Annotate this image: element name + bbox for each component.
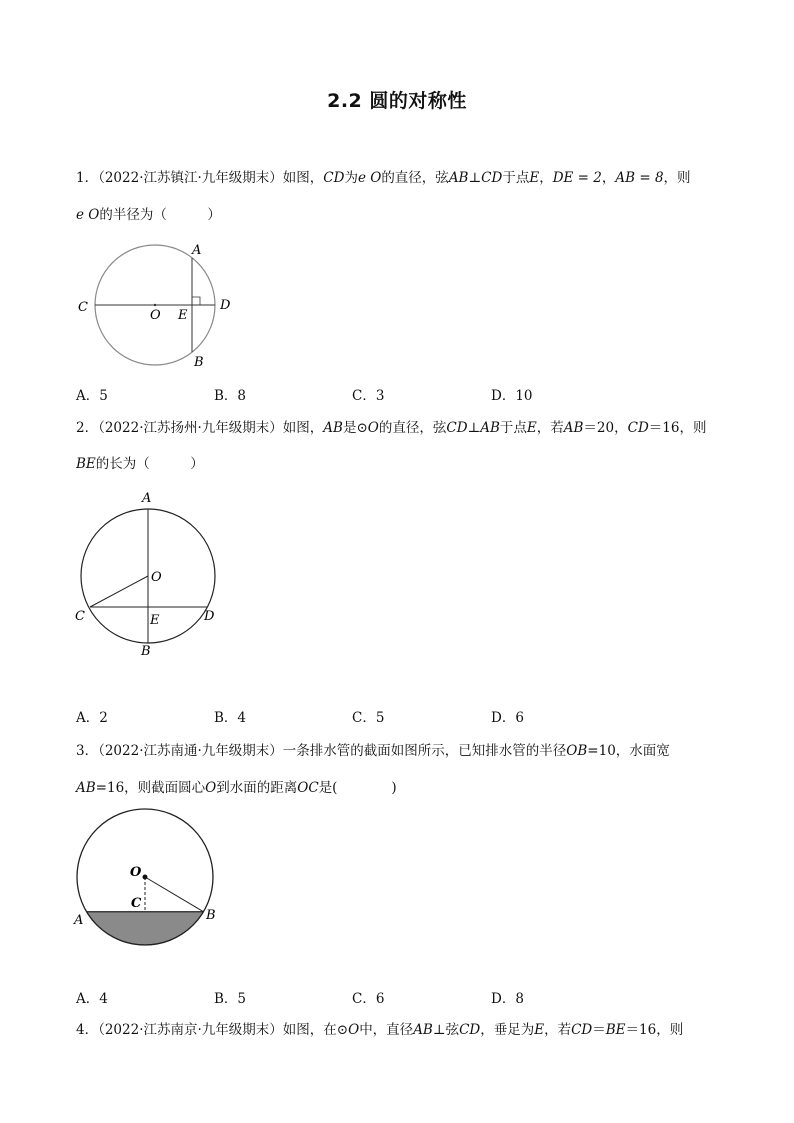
q2-text: ，若: [536, 420, 564, 436]
q3-figure: [70, 808, 230, 948]
q3-radius-ob: [145, 877, 203, 912]
q1-text: 于点: [502, 170, 530, 186]
q4-text: 弦: [445, 1022, 460, 1038]
q2-label-o: O: [151, 570, 162, 585]
q3-text: 一条排水管的截面如图所示，已知排水管的半径: [282, 743, 567, 759]
q2-label-a: A: [142, 491, 152, 506]
q2-math: BE: [76, 456, 96, 472]
q1-text: ，: [539, 170, 553, 186]
q3-option-a[interactable]: A．4: [76, 991, 108, 1007]
q4-number: 4．: [76, 1022, 99, 1038]
q2-text: 是⊙: [342, 420, 368, 436]
q3-text: 到水面的距离: [216, 780, 298, 796]
q1-math: e O: [357, 170, 382, 186]
q1-math: e O: [76, 207, 100, 223]
q2-text: 的直径，弦: [378, 420, 447, 436]
q1-text: ，: [601, 170, 616, 186]
q1-label-c: C: [78, 300, 88, 315]
q2-label-c: C: [75, 609, 85, 624]
q3-text: 是( ): [318, 780, 397, 796]
q4-math: CD: [459, 1022, 481, 1038]
q1-label-a: A: [192, 243, 202, 258]
q1-text: 如图，: [282, 170, 324, 186]
q4-text: ，若: [544, 1022, 572, 1038]
q3-option-b[interactable]: B．5: [214, 991, 247, 1007]
q3-text: =10，水面宽: [587, 743, 670, 759]
q2-number: 2．: [76, 420, 99, 436]
q3-option-d[interactable]: D．8: [491, 991, 524, 1007]
q3-label-a: A: [74, 913, 84, 928]
q4-text: 中，直径: [359, 1022, 414, 1038]
q3-line2: [76, 776, 397, 796]
q2-line2: [76, 452, 204, 472]
q3-math: AB: [76, 780, 96, 796]
q2-option-d[interactable]: D．6: [491, 710, 524, 726]
q4-text: ＝: [592, 1022, 606, 1038]
q1-label-b: B: [194, 355, 204, 370]
q2-math: CD: [627, 420, 649, 436]
q4-text: ，垂足为: [480, 1022, 535, 1038]
q2-math: AB: [323, 420, 343, 436]
q3-label-b: B: [206, 908, 216, 923]
q3-number: 3．: [76, 743, 99, 759]
q4-math: O: [348, 1022, 360, 1038]
q3-math: O: [205, 780, 217, 796]
q3-water-region: [87, 912, 204, 945]
q1-label-e: E: [178, 308, 188, 323]
q1-option-b[interactable]: B．8: [214, 388, 247, 404]
q2-option-b[interactable]: B．4: [214, 710, 247, 726]
q1-line2: [76, 203, 221, 223]
q1-text: ，则: [663, 170, 691, 186]
q2-text: 如图，: [282, 420, 324, 436]
q1-math: AB = 8: [615, 170, 664, 186]
q2-option-c[interactable]: C．5: [352, 710, 385, 726]
q4-text: 如图，在⊙: [282, 1022, 349, 1038]
q2-text: 的长为（ ）: [95, 456, 204, 472]
q1-figure: [70, 236, 250, 372]
q2-option-a[interactable]: A．2: [76, 710, 108, 726]
q2-figure: [70, 486, 240, 664]
q1-option-c[interactable]: C．3: [352, 388, 385, 404]
q3-text: =16，则截面圆心: [95, 780, 206, 796]
q1-math: CD: [323, 170, 345, 186]
q3-math: OC: [297, 780, 319, 796]
q3-label-o: O: [130, 865, 142, 880]
q1-label-o: O: [150, 308, 161, 323]
q1-option-a[interactable]: A．5: [76, 388, 108, 404]
q1-text: 的半径为（ ）: [99, 207, 221, 223]
q3-math: OB: [566, 743, 588, 759]
q2-text: ＝16，则: [648, 420, 707, 436]
q1-number: 1．: [76, 170, 99, 186]
q3-label-c: C: [131, 896, 142, 911]
page-title: 2.2 圆的对称性: [327, 90, 467, 112]
q2-math: AB: [563, 420, 584, 436]
q1-math: AB⊥CD: [448, 170, 503, 186]
q2-math: CD⊥AB: [446, 420, 500, 436]
q4-line1: [76, 1018, 683, 1038]
q1-line1: [76, 166, 691, 186]
q4-text: ＝16，则: [625, 1022, 684, 1038]
q2-label-e: E: [150, 613, 160, 628]
q1-text: 为: [344, 170, 358, 186]
q4-math: E: [534, 1022, 545, 1038]
q3-line1: [76, 739, 670, 759]
q2-math: O: [367, 420, 379, 436]
q1-text: 的直径，弦: [381, 170, 449, 186]
q3-center-dot: [143, 875, 148, 880]
q1-right-angle-mark: [192, 297, 200, 305]
q1-math: DE = 2: [552, 170, 602, 186]
q2-label-b: B: [141, 644, 151, 659]
q4-math: AB⊥: [413, 1022, 446, 1038]
q2-math: E: [526, 420, 537, 436]
q2-text: 于点: [499, 420, 527, 436]
q4-source: （2022·江苏南京·九年级期末）: [98, 1022, 283, 1038]
q2-label-d: D: [204, 609, 215, 624]
q2-radius-oc: [90, 576, 148, 607]
q3-option-c[interactable]: C．6: [352, 991, 385, 1007]
q2-text: ＝20，: [583, 420, 628, 436]
q4-math: BE: [605, 1022, 626, 1038]
q1-center-dot: [154, 304, 156, 306]
q1-math: E: [529, 170, 540, 186]
q2-source: （2022·江苏扬州·九年级期末）: [98, 420, 283, 436]
q1-label-d: D: [220, 298, 231, 313]
q4-math: CD: [571, 1022, 593, 1038]
q1-option-d[interactable]: D．10: [491, 388, 533, 404]
q1-source: （2022·江苏镇江·九年级期末）: [98, 170, 283, 186]
q3-source: （2022·江苏南通·九年级期末）: [98, 743, 283, 759]
q2-line1: [76, 416, 706, 436]
